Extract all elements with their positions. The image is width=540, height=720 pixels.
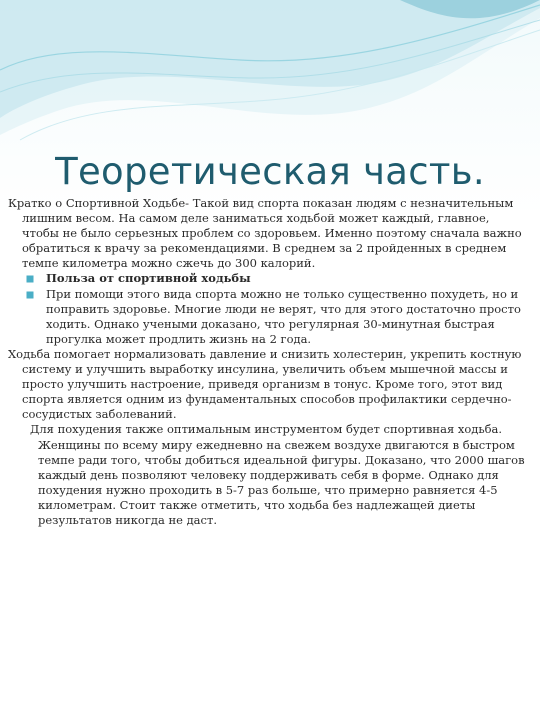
slide-title: Теоретическая часть. [55,150,485,193]
slide-body [8,196,528,528]
bullet-item [8,287,528,347]
paragraph-weight-loss: Для похудения также оптимальным инструментом будет спортивная ходьба. Женщины по всему миру ежедневно на свежем воздухе двигаются в быстром темпе ради того, чтобы добиться идеальной фигуры. Доказано, что 2000 шагов каждый день позволяют человеку поддерживать себя в форме. Однако для похудения нужно проходить в 5-7 раз больше, что примерно равняется 4-5 километрам. Стоит также отметить, что ходьба без надлежащей диеты результатов никогда не даст. [30,422,525,527]
wave-decoration [0,0,540,170]
bullet-icon [26,291,34,299]
bullet-item [8,271,528,286]
intro-paragraph: Кратко о Спортивной Ходьбе- Такой вид спорта показан людям с незначительным лишним весом. На самом деле заниматься ходьбой может каждый, главное, чтобы не было серьезных проблем со здоровьем. Именно поэтому сначала важно обратиться к врачу за рекомендациями. В среднем за 2 пройденных в среднем темпе километра можно сжечь до 300 калорий. [8,196,522,271]
paragraph-benefits: Ходьба помогает нормализовать давление и снизить холестерин, укрепить костную систему и улучшить выработку инсулина, увеличить объем мышечной массы и просто улучшить настроение, приведя организм в тонус. Кроме того, этот вид спорта является одним из фундаментальных способов профилактики сердечно-сосудистых заболеваний. [8,346,522,422]
bullet-icon [26,275,34,283]
bullet-heading: Польза от спортивной ходьбы [46,271,251,286]
bullet-text: При помощи этого вида спорта можно не только существенно похудеть, но и поправить здоровье. Многие люди не верят, что для этого достаточно просто ходить. Однако учеными доказано, что регулярная 30-минутная быстрая прогулка может продлить жизнь на 2 года. [46,286,521,346]
